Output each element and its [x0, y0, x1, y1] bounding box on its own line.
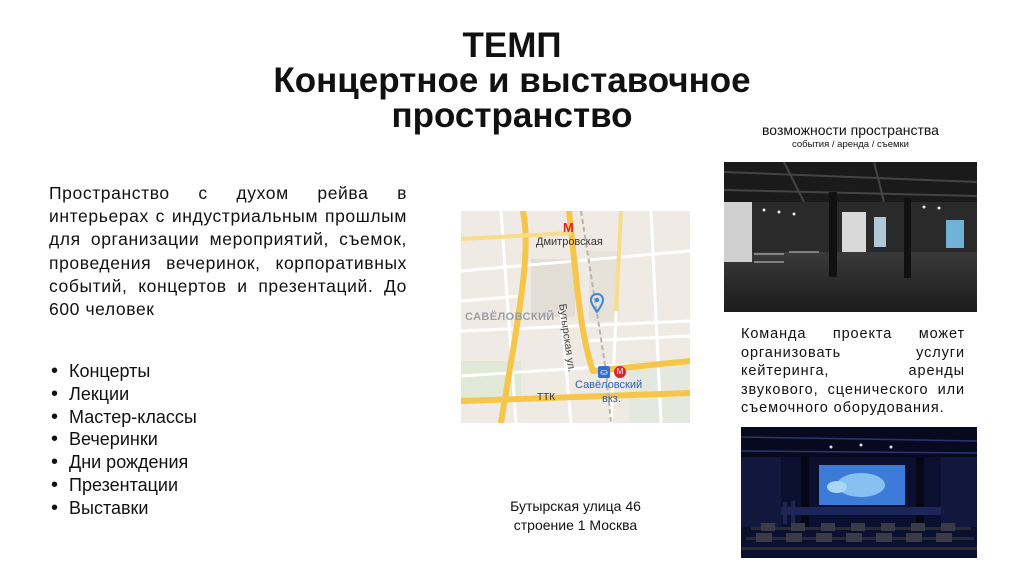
title-line-3: пространство — [391, 96, 633, 135]
metro-m-icon: M — [563, 220, 574, 235]
station-label-2: вкз. — [602, 393, 621, 405]
metro-station-icon: M — [614, 366, 626, 378]
street-label: Бутырская ул. — [556, 303, 578, 373]
location-pin-icon[interactable] — [590, 293, 604, 313]
capabilities-subtitle: события / аренда / съемки — [792, 139, 909, 150]
venue-description: Пространство с духом рейва в интерьерах с индустриальным прошлым для организации мероприятий, съемок, проведения вечеринок, корпоративных событий, концертов и презентаций. До 600 человек — [49, 183, 407, 320]
station-label-1: Савёловский — [575, 379, 643, 391]
capabilities-title: возможности пространства — [762, 122, 939, 138]
concert-hall-photo — [741, 427, 977, 558]
feature-item: • Презентации — [49, 474, 197, 497]
address — [488, 497, 663, 535]
feature-item: • Лекции — [49, 383, 197, 406]
feature-item: • Выставки — [49, 497, 197, 520]
address-line-2: строение 1 Москва — [513, 517, 638, 533]
feature-item: • Дни рождения — [49, 451, 197, 474]
ring-road-label: ТТК — [537, 392, 556, 403]
train-icon: ⛀ — [598, 366, 610, 378]
page-title — [0, 28, 1024, 133]
feature-item: • Мастер-классы — [49, 406, 197, 429]
venue-interior-photo — [724, 162, 977, 312]
feature-item: • Вечеринки — [49, 428, 197, 451]
team-services-text: Команда проекта может организовать услуги кейтеринга, аренды звукового, сценического или съемочного оборудования. — [741, 326, 965, 416]
title-line-1: ТЕМП — [462, 26, 562, 65]
metro-station-label: Дмитровская — [536, 236, 603, 248]
feature-item: • Концерты — [49, 360, 197, 383]
location-map[interactable] — [461, 211, 690, 423]
feature-list — [49, 360, 197, 520]
address-line-1: Бутырская улица 46 — [510, 498, 641, 514]
district-label: САВЁЛОВСКИЙ — [465, 311, 555, 323]
title-line-2: Концертное и выставочное — [273, 61, 751, 100]
